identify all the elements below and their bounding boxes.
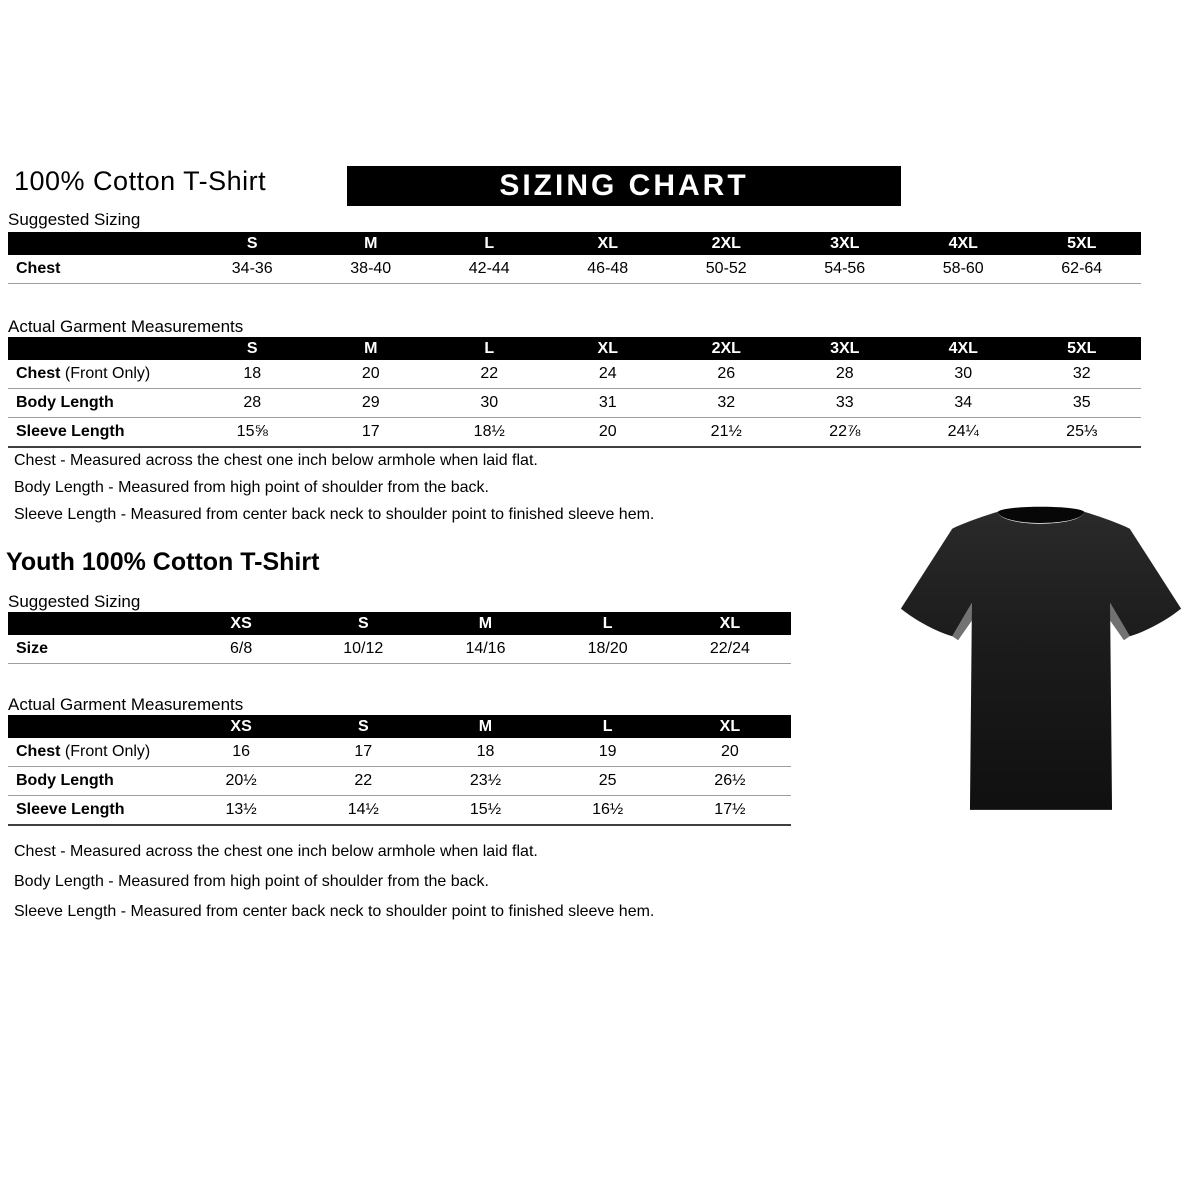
size-column-header: 2XL bbox=[667, 337, 786, 360]
adult-suggested-sizing-table bbox=[8, 232, 1141, 284]
size-column-header: XL bbox=[669, 715, 791, 738]
size-value-cell: 24¼ bbox=[904, 418, 1023, 448]
size-column-header: 2XL bbox=[667, 232, 786, 255]
size-value-cell: 18 bbox=[193, 360, 312, 389]
table-row bbox=[8, 796, 791, 826]
note-sleeve-length: Sleeve Length - Measured from center back neck to shoulder point to finished sleeve hem. bbox=[14, 506, 655, 523]
size-value-cell: 14/16 bbox=[424, 635, 546, 664]
row-label: Sleeve Length bbox=[8, 418, 193, 448]
size-value-cell: 18/20 bbox=[547, 635, 669, 664]
size-value-cell: 16½ bbox=[547, 796, 669, 826]
size-value-cell: 20½ bbox=[180, 767, 302, 796]
size-value-cell: 28 bbox=[193, 389, 312, 418]
size-column-header: 5XL bbox=[1023, 337, 1142, 360]
size-column-header: L bbox=[547, 715, 669, 738]
size-column-header: 5XL bbox=[1023, 232, 1142, 255]
table-row bbox=[8, 767, 791, 796]
note-body-length: Body Length - Measured from high point of shoulder from the back. bbox=[14, 479, 489, 496]
note-body-length: Body Length - Measured from high point of shoulder from the back. bbox=[14, 873, 489, 890]
size-value-cell: 22 bbox=[302, 767, 424, 796]
size-value-cell: 22 bbox=[430, 360, 549, 389]
size-column-header: M bbox=[424, 612, 546, 635]
size-table bbox=[8, 612, 791, 664]
size-table bbox=[8, 232, 1141, 284]
size-value-cell: 29 bbox=[312, 389, 431, 418]
size-value-cell: 21½ bbox=[667, 418, 786, 448]
youth-actual-measurements-table bbox=[8, 715, 791, 826]
size-value-cell: 20 bbox=[669, 738, 791, 767]
size-column-header: 4XL bbox=[904, 232, 1023, 255]
size-column-header: XS bbox=[180, 612, 302, 635]
size-column-header: L bbox=[547, 612, 669, 635]
size-value-cell: 23½ bbox=[424, 767, 546, 796]
size-column-header: M bbox=[424, 715, 546, 738]
size-value-cell: 24 bbox=[549, 360, 668, 389]
size-column-header: 4XL bbox=[904, 337, 1023, 360]
size-value-cell: 18½ bbox=[430, 418, 549, 448]
row-label: Size bbox=[8, 635, 180, 664]
size-value-cell: 25 bbox=[547, 767, 669, 796]
tshirt-body bbox=[901, 512, 1181, 810]
size-value-cell: 14½ bbox=[302, 796, 424, 826]
size-value-cell: 19 bbox=[547, 738, 669, 767]
size-value-cell: 16 bbox=[180, 738, 302, 767]
youth-measurement-notes bbox=[14, 843, 654, 933]
size-value-cell: 33 bbox=[786, 389, 905, 418]
adult-suggested-sizing-label: Suggested Sizing bbox=[8, 210, 141, 229]
size-table bbox=[8, 337, 1141, 448]
size-value-cell: 17½ bbox=[669, 796, 791, 826]
size-value-cell: 26 bbox=[667, 360, 786, 389]
size-value-cell: 6/8 bbox=[180, 635, 302, 664]
youth-suggested-sizing-table bbox=[8, 612, 791, 664]
size-value-cell: 28 bbox=[786, 360, 905, 389]
size-value-cell: 35 bbox=[1023, 389, 1142, 418]
size-value-cell: 34 bbox=[904, 389, 1023, 418]
size-value-cell: 31 bbox=[549, 389, 668, 418]
size-value-cell: 20 bbox=[312, 360, 431, 389]
size-value-cell: 50-52 bbox=[667, 255, 786, 284]
size-column-header: L bbox=[430, 337, 549, 360]
size-value-cell: 22⅞ bbox=[786, 418, 905, 448]
adult-section-title: 100% Cotton T-Shirt bbox=[14, 166, 267, 196]
note-chest: Chest - Measured across the chest one inch below armhole when laid flat. bbox=[14, 843, 538, 860]
youth-actual-measurements-label: Actual Garment Measurements bbox=[8, 695, 244, 714]
size-column-header: S bbox=[193, 232, 312, 255]
size-value-cell: 22/24 bbox=[669, 635, 791, 664]
size-value-cell: 30 bbox=[430, 389, 549, 418]
adult-actual-measurements-table bbox=[8, 337, 1141, 448]
note-sleeve-length: Sleeve Length - Measured from center back neck to shoulder point to finished sleeve hem. bbox=[14, 903, 655, 920]
table-row bbox=[8, 255, 1141, 284]
size-column-header: 3XL bbox=[786, 232, 905, 255]
size-value-cell: 15⅝ bbox=[193, 418, 312, 448]
size-value-cell: 26½ bbox=[669, 767, 791, 796]
size-value-cell: 46-48 bbox=[549, 255, 668, 284]
row-label: Sleeve Length bbox=[8, 796, 180, 826]
row-label: Chest (Front Only) bbox=[8, 738, 180, 767]
adult-actual-measurements-label: Actual Garment Measurements bbox=[8, 317, 244, 336]
size-column-header: S bbox=[193, 337, 312, 360]
size-value-cell: 25⅓ bbox=[1023, 418, 1142, 448]
size-value-cell: 10/12 bbox=[302, 635, 424, 664]
size-value-cell: 38-40 bbox=[312, 255, 431, 284]
table-row bbox=[8, 635, 791, 664]
tshirt-svg bbox=[893, 481, 1189, 829]
table-row bbox=[8, 360, 1141, 389]
size-table bbox=[8, 715, 791, 826]
table-row bbox=[8, 389, 1141, 418]
row-label: Body Length bbox=[8, 389, 193, 418]
size-value-cell: 13½ bbox=[180, 796, 302, 826]
size-column-header: S bbox=[302, 612, 424, 635]
size-column-header: S bbox=[302, 715, 424, 738]
size-column-header: XS bbox=[180, 715, 302, 738]
table-row bbox=[8, 418, 1141, 448]
size-value-cell: 30 bbox=[904, 360, 1023, 389]
size-column-header: M bbox=[312, 232, 431, 255]
adult-measurement-notes bbox=[14, 452, 654, 533]
size-value-cell: 17 bbox=[312, 418, 431, 448]
size-value-cell: 34-36 bbox=[193, 255, 312, 284]
size-value-cell: 32 bbox=[667, 389, 786, 418]
size-value-cell: 54-56 bbox=[786, 255, 905, 284]
corner-cell bbox=[8, 612, 180, 635]
youth-suggested-sizing-label: Suggested Sizing bbox=[8, 592, 141, 611]
youth-section-title: Youth 100% Cotton T-Shirt bbox=[6, 548, 320, 576]
size-column-header: 3XL bbox=[786, 337, 905, 360]
size-value-cell: 17 bbox=[302, 738, 424, 767]
row-label: Body Length bbox=[8, 767, 180, 796]
size-value-cell: 62-64 bbox=[1023, 255, 1142, 284]
size-value-cell: 20 bbox=[549, 418, 668, 448]
sizing-chart-banner: SIZING CHART bbox=[347, 166, 901, 206]
size-column-header: XL bbox=[549, 232, 668, 255]
size-column-header: XL bbox=[549, 337, 668, 360]
size-value-cell: 18 bbox=[424, 738, 546, 767]
row-label: Chest bbox=[8, 255, 193, 284]
size-value-cell: 15½ bbox=[424, 796, 546, 826]
size-column-header: M bbox=[312, 337, 431, 360]
size-value-cell: 32 bbox=[1023, 360, 1142, 389]
row-label: Chest (Front Only) bbox=[8, 360, 193, 389]
black-tshirt-image bbox=[893, 481, 1189, 829]
size-column-header: L bbox=[430, 232, 549, 255]
table-row bbox=[8, 738, 791, 767]
size-value-cell: 58-60 bbox=[904, 255, 1023, 284]
note-chest: Chest - Measured across the chest one inch below armhole when laid flat. bbox=[14, 452, 538, 469]
corner-cell bbox=[8, 715, 180, 738]
size-value-cell: 42-44 bbox=[430, 255, 549, 284]
size-column-header: XL bbox=[669, 612, 791, 635]
corner-cell bbox=[8, 232, 193, 255]
corner-cell bbox=[8, 337, 193, 360]
